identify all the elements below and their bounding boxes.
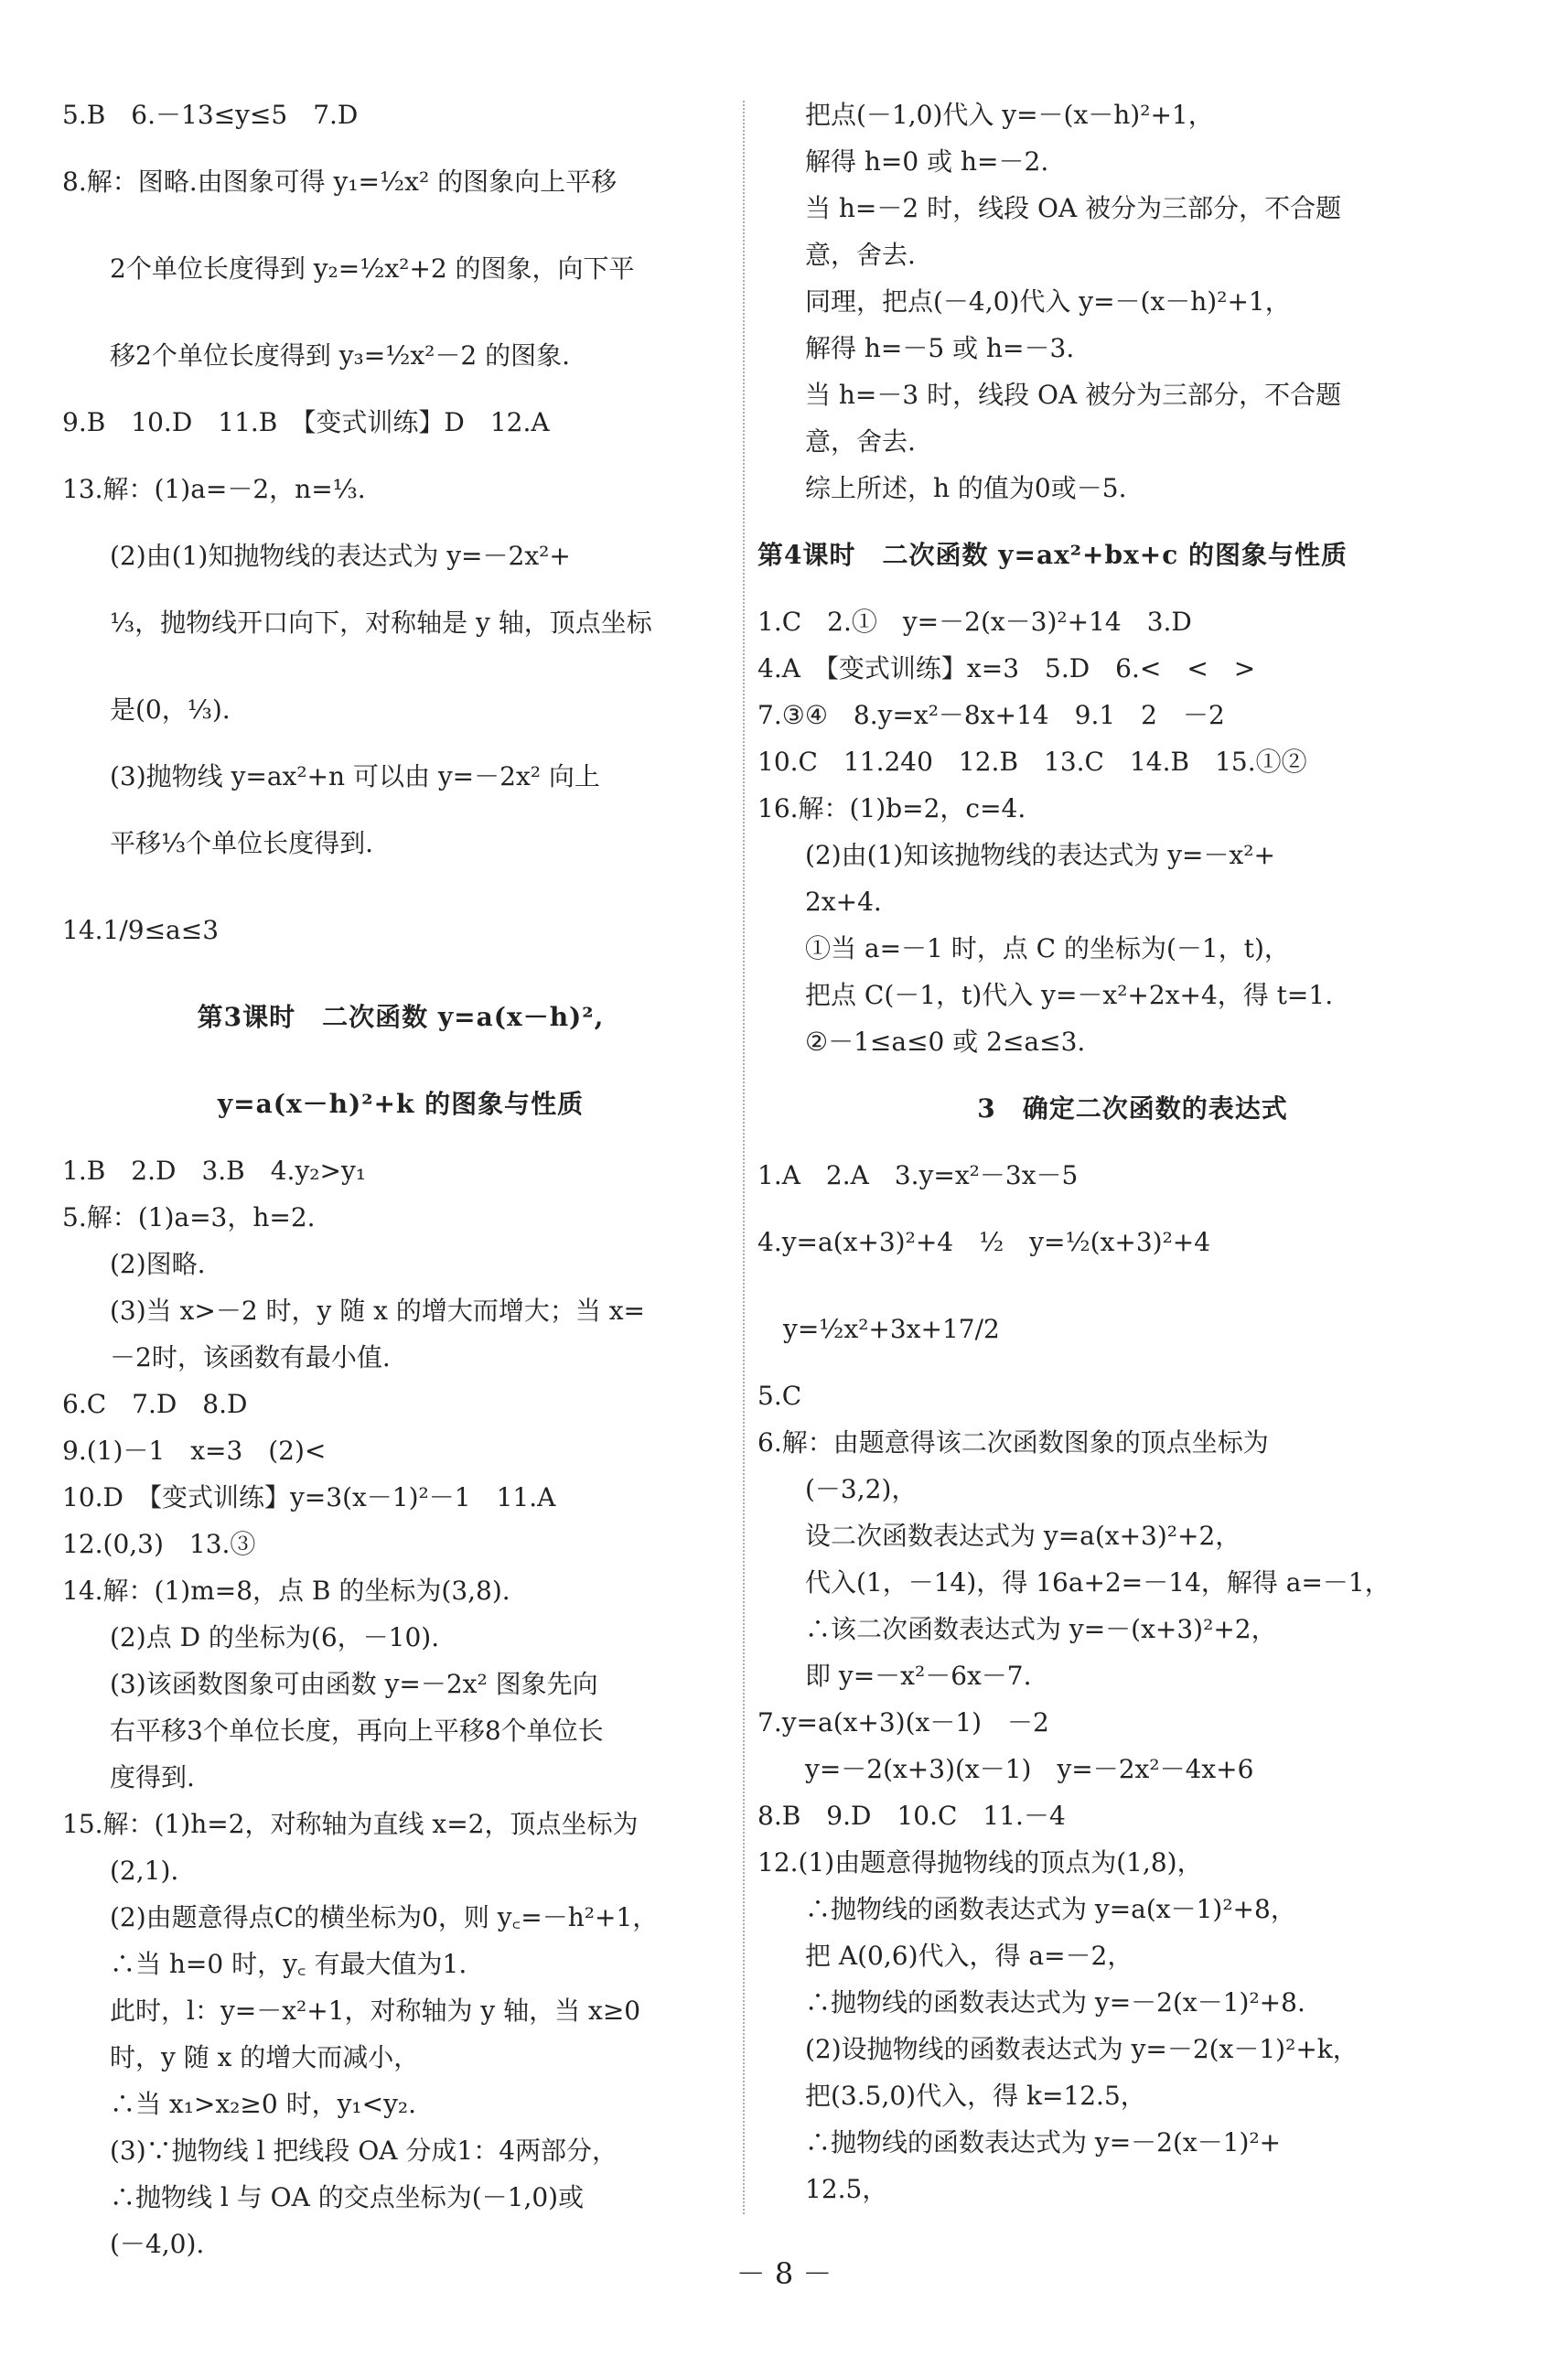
answer-line: 移2个单位长度得到 y₃=½x²－2 的图象.: [110, 340, 570, 371]
answer-line: (2)设抛物线的函数表达式为 y=－2(x－1)²+k，: [805, 2034, 1359, 2064]
answer-line: 综上所述，h 的值为0或－5.: [805, 473, 1127, 503]
answer-line: 意，舍去.: [805, 240, 916, 270]
section-heading: y=a(x－h)²+k 的图象与性质: [217, 1089, 585, 1119]
answer-line: 5.C: [757, 1381, 802, 1411]
answer-line: 当 h=－2 时，线段 OA 被分为三部分，不合题: [805, 193, 1342, 223]
answer-line: 8.解：图略.由图象可得 y₁=½x² 的图象向上平移: [62, 167, 618, 197]
answer-line: 16.解：(1)b=2，c=4.: [757, 793, 1026, 823]
answer-line: y=½x²+3x+17/2: [783, 1314, 1000, 1344]
answer-line: 把点(－1,0)代入 y=－(x－h)²+1，: [805, 100, 1214, 130]
answer-line: (3)抛物线 y=ax²+n 可以由 y=－2x² 向上: [110, 761, 600, 791]
answer-line: 1.C 2.① y=－2(x－3)²+14 3.D: [757, 607, 1192, 637]
answer-line: 10.C 11.240 12.B 13.C 14.B 15.①②: [757, 747, 1307, 777]
answer-line: (－3,2)，: [805, 1474, 918, 1504]
answer-line: 12.(0,3) 13.③: [62, 1529, 256, 1559]
answer-line: 14.解：(1)m=8，点 B 的坐标为(3,8).: [62, 1576, 510, 1606]
answer-line: 8.B 9.D 10.C 11.－4: [757, 1801, 1066, 1831]
answer-line: 10.D 【变式训练】y=3(x－1)²－1 11.A: [62, 1482, 556, 1512]
answer-line: y=－2(x+3)(x－1) y=－2x²－4x+6: [805, 1754, 1254, 1784]
answer-line: 5.解：(1)a=3，h=2.: [62, 1202, 316, 1232]
answer-line: 即 y=－x²－6x－7.: [805, 1661, 1032, 1691]
answer-line: 4.A 【变式训练】x=3 5.D 6.< < >: [757, 653, 1256, 683]
answer-line: 12.(1)由题意得抛物线的顶点为(1,8)，: [757, 1847, 1203, 1878]
answer-line: 9.(1)－1 x=3 (2)<: [62, 1436, 327, 1466]
answer-line: ∴抛物线的函数表达式为 y=－2(x－1)²+: [805, 2127, 1282, 2157]
answer-line: 解得 h=－5 或 h=－3.: [805, 333, 1075, 363]
answer-line: 1.A 2.A 3.y=x²－3x－5: [757, 1160, 1079, 1190]
answer-line: ∴当 x₁>x₂≥0 时，y₁<y₂.: [110, 2089, 417, 2119]
section-heading: 第4课时 二次函数 y=ax²+bx+c 的图象与性质: [757, 540, 1348, 570]
section-heading: 3 确定二次函数的表达式: [977, 1093, 1288, 1124]
answer-line: 1.B 2.D 3.B 4.y₂>y₁: [62, 1156, 367, 1186]
answer-line: ∴该二次函数表达式为 y=－(x+3)²+2，: [805, 1614, 1277, 1644]
answer-line: 把 A(0,6)代入，得 a=－2，: [805, 1941, 1133, 1971]
answer-line: 代入(1，－14)，得 16a+2=－14，解得 a=－1，: [805, 1567, 1391, 1598]
answer-line: 4.y=a(x+3)²+4 ½ y=½(x+3)²+4: [757, 1227, 1211, 1257]
answer-line: 9.B 10.D 11.B 【变式训练】D 12.A: [62, 407, 550, 437]
answer-line: 2个单位长度得到 y₂=½x²+2 的图象，向下平: [110, 253, 635, 284]
answer-line: 右平移3个单位长度，再向上平移8个单位长: [110, 1716, 604, 1746]
answer-line: (－4,0).: [110, 2229, 205, 2259]
left-column: [62, 91, 739, 2267]
answer-line: 把(3.5,0)代入，得 k=12.5，: [805, 2081, 1146, 2111]
answer-line: (3)当 x>－2 时，y 随 x 的增大而增大；当 x=: [110, 1296, 645, 1326]
answer-line: 意，舍去.: [805, 426, 916, 457]
answer-line: 度得到.: [110, 1762, 195, 1792]
answer-line: ⅓，抛物线开口向下，对称轴是 y 轴，顶点坐标: [110, 608, 652, 638]
answer-line: (2)由题意得点C的横坐标为0，则 y꜀=－h²+1，: [110, 1902, 659, 1932]
answer-line: 6.解：由题意得该二次函数图象的顶点坐标为: [757, 1427, 1269, 1458]
answer-line: 7.y=a(x+3)(x－1) －2: [757, 1707, 1049, 1738]
answer-line: 平移⅓个单位长度得到.: [110, 828, 374, 858]
answer-line: (3)∵抛物线 l 把线段 OA 分成1：4两部分，: [110, 2136, 618, 2166]
answer-line: 5.B 6.－13≤y≤5 7.D: [62, 100, 359, 130]
answer-line: 12.5，: [805, 2174, 888, 2204]
answer-line: 15.解：(1)h=2，对称轴为直线 x=2，顶点坐标为: [62, 1809, 639, 1839]
answer-line: 解得 h=0 或 h=－2.: [805, 146, 1049, 177]
answer-line: ∴抛物线的函数表达式为 y=a(x－1)²+8，: [805, 1894, 1296, 1924]
section-heading: 第3课时 二次函数 y=a(x－h)²,: [197, 1002, 605, 1032]
answer-line: 时，y 随 x 的增大而减小，: [110, 2042, 420, 2072]
answer-line: 13.解：(1)a=－2，n=⅓.: [62, 474, 366, 504]
answer-line: －2时，该函数有最小值.: [110, 1342, 391, 1372]
answer-line: (3)该函数图象可由函数 y=－2x² 图象先向: [110, 1669, 598, 1699]
answer-line: ①当 a=－1 时，点 C 的坐标为(－1，t)，: [805, 933, 1290, 963]
answer-line: 当 h=－3 时，线段 OA 被分为三部分，不合题: [805, 380, 1342, 410]
answer-line: ∴抛物线 l 与 OA 的交点坐标为(－1,0)或: [110, 2182, 585, 2212]
answer-line: (2)由(1)知抛物线的表达式为 y=－2x²+: [110, 541, 571, 571]
answer-line: (2)由(1)知该抛物线的表达式为 y=－x²+: [805, 840, 1275, 870]
answer-line: 14.1/9≤a≤3: [62, 915, 220, 945]
answer-line: 7.③④ 8.y=x²－8x+14 9.1 2 －2: [757, 700, 1225, 730]
page-number: － 8 －: [736, 2256, 832, 2291]
answer-line: (2)点 D 的坐标为(6，－10).: [110, 1622, 440, 1652]
answer-line: ②－1≤a≤0 或 2≤a≤3.: [805, 1027, 1086, 1057]
answer-line: 此时，l：y=－x²+1，对称轴为 y 轴，当 x≥0: [110, 1996, 641, 2026]
column-divider: [743, 101, 745, 2214]
answer-line: 2x+4.: [805, 887, 882, 917]
answer-line: 是(0，⅓).: [110, 694, 231, 725]
answer-line: 把点 C(－1，t)代入 y=－x²+2x+4，得 t=1.: [805, 980, 1334, 1010]
answer-line: 同理，把点(－4,0)代入 y=－(x－h)²+1，: [805, 286, 1291, 317]
answer-line: 设二次函数表达式为 y=a(x+3)²+2，: [805, 1521, 1241, 1551]
answer-line: ∴抛物线的函数表达式为 y=－2(x－1)²+8.: [805, 1987, 1305, 2018]
answer-line: 6.C 7.D 8.D: [62, 1389, 248, 1419]
answer-line: (2,1).: [110, 1856, 179, 1886]
answer-line: ∴当 h=0 时，y꜀ 有最大值为1.: [110, 1949, 467, 1979]
right-column: [757, 91, 1508, 2212]
answer-line: (2)图略.: [110, 1249, 206, 1279]
